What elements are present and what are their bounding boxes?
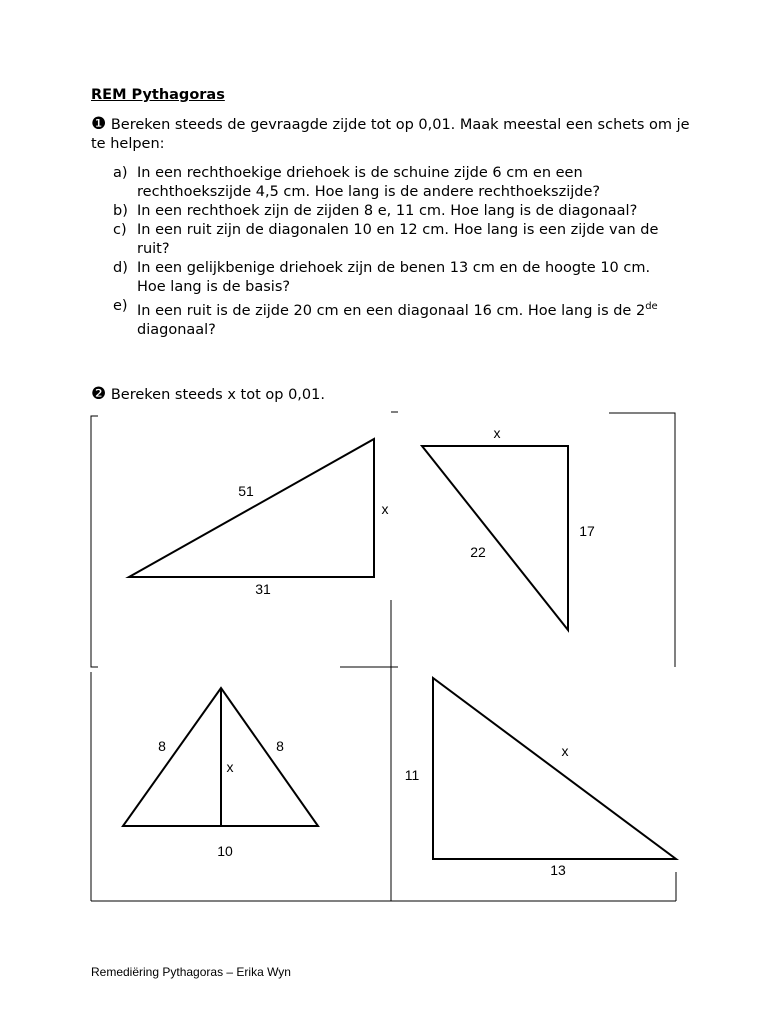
fig3-base-label: 10 — [217, 843, 233, 859]
frame-lines — [91, 412, 676, 901]
triangle-1 — [129, 439, 374, 577]
question-label: c) — [113, 222, 127, 238]
fig1-hypotenuse-label: 51 — [238, 483, 254, 499]
page-title: REM Pythagoras — [91, 87, 225, 103]
question-text: In een gelijkbenige driehoek zijn de benen 13 cm en de hoogte 10 cm. Hoe lang is de basis? — [137, 260, 651, 295]
fig3-left-leg-label: 8 — [158, 738, 166, 754]
fig2-vertical-label: 17 — [579, 523, 595, 539]
frame-top-right — [609, 413, 675, 667]
question-text: In een rechthoek zijn de zijden 8 e, 11 cm. Hoe lang is de diagonaal? — [137, 203, 638, 219]
question-text-end: diagonaal? — [137, 321, 216, 338]
question-label: a) — [113, 165, 128, 181]
question-label: e) — [113, 298, 128, 314]
question-text: In een ruit zijn de diagonalen 10 en 12 cm. Hoe lang is een zijde van de ruit? — [137, 222, 659, 257]
exercise-2-text: Bereken steeds x tot op 0,01. — [110, 387, 325, 403]
exercise-1-bullet: ❶ — [91, 114, 107, 134]
fig2-top-label: x — [493, 425, 501, 441]
fig3-height-label: x — [226, 759, 234, 775]
triangle-2 — [422, 446, 568, 630]
fig4-vertical-label: 11 — [404, 767, 420, 783]
question-label: d) — [113, 260, 128, 276]
fig3-right-leg-label: 8 — [276, 738, 284, 754]
fig1-base-label: 31 — [255, 581, 271, 597]
exercise-2-bullet: ❷ — [91, 384, 107, 404]
question-label: b) — [113, 203, 128, 219]
fig1-vertical-label: x — [381, 501, 389, 517]
question-text-start: In een ruit is de zijde 20 cm en een diagonaal 16 cm. Hoe lang is de 2 — [137, 302, 646, 319]
footer: Remediëring Pythagoras – Erika Wyn — [91, 965, 291, 979]
question-superscript: de — [645, 301, 658, 312]
fig4-base-label: 13 — [550, 862, 566, 878]
frame-top-left — [91, 416, 98, 667]
triangle-4 — [433, 678, 676, 859]
exercise-1-text: Bereken steeds de gevraagde zijde tot op 0,01. Maak meestal een schets om je te helpen: — [91, 117, 690, 152]
fig2-hypotenuse-label: 22 — [470, 544, 486, 560]
question-text: In een rechthoekige driehoek is de schuine zijde 6 cm en een rechthoekszijde 4,5 cm. Hoe lang is de andere rechthoekszijde? — [137, 165, 601, 200]
fig4-hypotenuse-label: x — [561, 743, 569, 759]
